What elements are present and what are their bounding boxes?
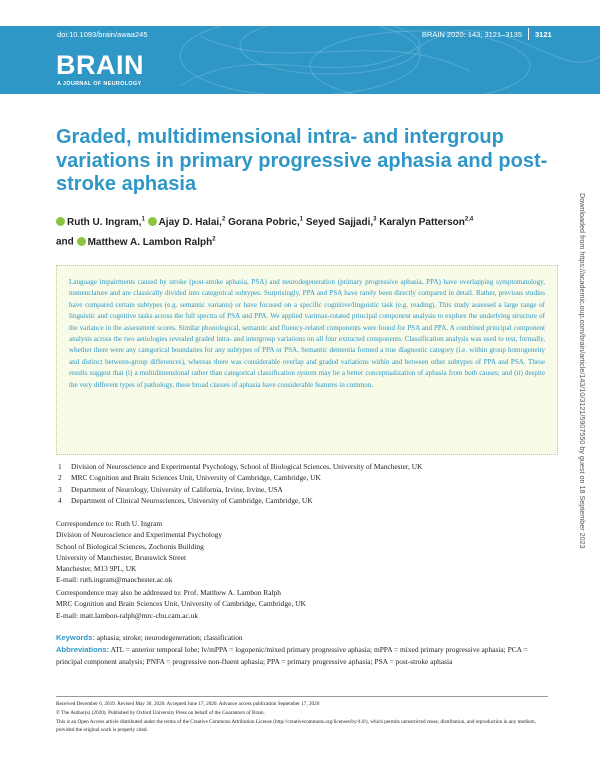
journal-subtitle: A JOURNAL OF NEUROLOGY <box>57 81 142 87</box>
article-title: Graded, multidimensional intra- and intergroup variations in primary progressive aphasia and post-stroke aphasia <box>56 126 548 195</box>
author: Seyed Sajjadi,$^3$ <box>305 217 377 229</box>
keywords-label: Keywords: <box>56 633 95 642</box>
keywords <box>56 632 546 644</box>
keywords-text: aphasia; stroke; neurodegeneration; classification <box>96 633 243 642</box>
author[interactable]: Ajay D. Halai,$^2$ <box>148 217 226 228</box>
doi-text: doi:10.1093/brain/awaa245 <box>57 30 148 39</box>
abstract: Language impairments caused by stroke (post-stroke aphasia, PSA) and neurodegeneration (primary progressive aphasia, PPA) have overlapping symptomatology, nomenclature and are classically divided into categorical subtypes. Surprisingly, PPA and PSA have rarely been directly compared in detail. Rather, previous studies have compared certain subtypes (e.g. semantic variants) or have focused on a specific cognitive/linguistic task (e.g. reading). This study assessed a large range of linguistic and cognitive tasks across the full spectra of PSA and PPA. We applied varimax-rotated principal component analysis to explore the underlying structure of the variance in the assessment scores. Similar phonological, semantic and fluency-related components were found for PSA and PPA. A combined principal component analysis across the two aetiologies revealed graded intra- and intergroup variations on all four extracted components. Classification analysis was used to test, formally, whether there were any categorical boundaries for any subtypes of PPA or PSA. Semantic dementia formed a true diagnostic category (i.e. within group homogeneity and distinct between-group differences), whereas there was considerable overlap and graded variations within and between other subtypes of PPA and PSA. These results suggest that (i) a multidimensional rather than categorical classification system may be a better conceptualization of aphasia from both causes; and (ii) despite the very different types of pathology, these broad classes of aphasia have considerable features in common. <box>56 265 558 455</box>
correspondence: Correspondence to: Ruth U. Ingram Division of Neuroscience and Experimental Psychology School of Biological Sciences, Zochonis Building University of Manchester, Brunswick Street Manchester, M13 9PL, UK E-mail: ruth.ingram@manchester.ac.uk <box>56 519 223 585</box>
author: Gorana Pobric,$^1$ <box>228 217 304 229</box>
secondary-correspondence-email[interactable]: E-mail: matt.lambon-ralph@mrc-cbu.cam.ac.uk <box>56 610 199 620</box>
abbreviations <box>56 644 546 667</box>
affiliation: 1 Division of Neuroscience and Experimental Psychology, School of Biological Sciences, University of Manchester, UK <box>58 462 423 471</box>
orcid-icon[interactable] <box>148 217 157 226</box>
page-number: 3121 <box>535 30 552 39</box>
author-list <box>56 212 556 251</box>
author[interactable]: Ruth U. Ingram,$^1$ <box>56 217 145 228</box>
footer-notes <box>56 700 548 735</box>
secondary-correspondence: Correspondence may also be addressed to: Prof. Matthew A. Lambon Ralph MRC Cognition and Brain Sciences Unit, University of Cambridge, Cambridge, UK E-mail: matt.lambon-ralph@mrc-cbu.cam.ac.uk <box>56 588 306 620</box>
copyright-notice: © The Author(s) (2020). Published by Oxford University Press on behalf of the Guarantors of Brain. <box>56 709 265 716</box>
abbreviations-text: ATL = anterior temporal lobe; lv/mPPA = logopenic/mixed primary progressive aphasia; mPPA = mixed primary progressive aphasia; PCA = principal component analysis; PNFA = progressive non-fluent aphasia; PPA = primary progressive aphasia; PSA = post-stroke aphasia <box>56 645 528 666</box>
affiliation: 4 Department of Clinical Neurosciences, University of Cambridge, Cambridge, UK <box>58 495 313 505</box>
citation-text: BRAIN 2020: 143; 3121–3135 <box>421 30 522 39</box>
journal-logo: BRAIN <box>56 50 144 80</box>
correspondence-email[interactable]: E-mail: ruth.ingram@manchester.ac.uk <box>56 575 173 585</box>
download-watermark <box>578 193 588 585</box>
publication-dates: Received December 6, 2019. Revised May 30, 2020. Accepted June 17, 2020. Advance access publication September 17, 2020 <box>56 701 320 707</box>
download-watermark-text: Downloaded from https://academic.oup.com/brain/article/143/10/3121/5907550 by guest on 18 September 2023 <box>578 193 587 549</box>
author: Karalyn Patterson$^{2,4}$ <box>379 217 474 229</box>
affiliation: 3 Department of Neurology, University of California, Irvine, Irvine, USA <box>58 484 283 494</box>
orcid-icon[interactable] <box>77 237 86 246</box>
affiliations <box>58 461 422 506</box>
author[interactable]: Matthew A. Lambon Ralph$^2$ <box>77 237 216 248</box>
footer-divider <box>56 696 548 697</box>
orcid-icon[interactable] <box>56 217 65 226</box>
affiliation: 2 MRC Cognition and Brain Sciences Unit, University of Cambridge, Cambridge, UK <box>58 473 321 483</box>
license-notice: This is an Open Access article distributed under the terms of the Creative Commons Attribution License (http://creativecommons.org/licenses/by/4.0/), which permits unrestricted reuse, distribution, and reproduction in any medium, provided the original work is properly cited. <box>56 718 536 734</box>
author-conjunction: and <box>56 236 74 248</box>
abbreviations-label: Abbreviations: <box>56 645 110 654</box>
header-divider <box>528 28 529 40</box>
